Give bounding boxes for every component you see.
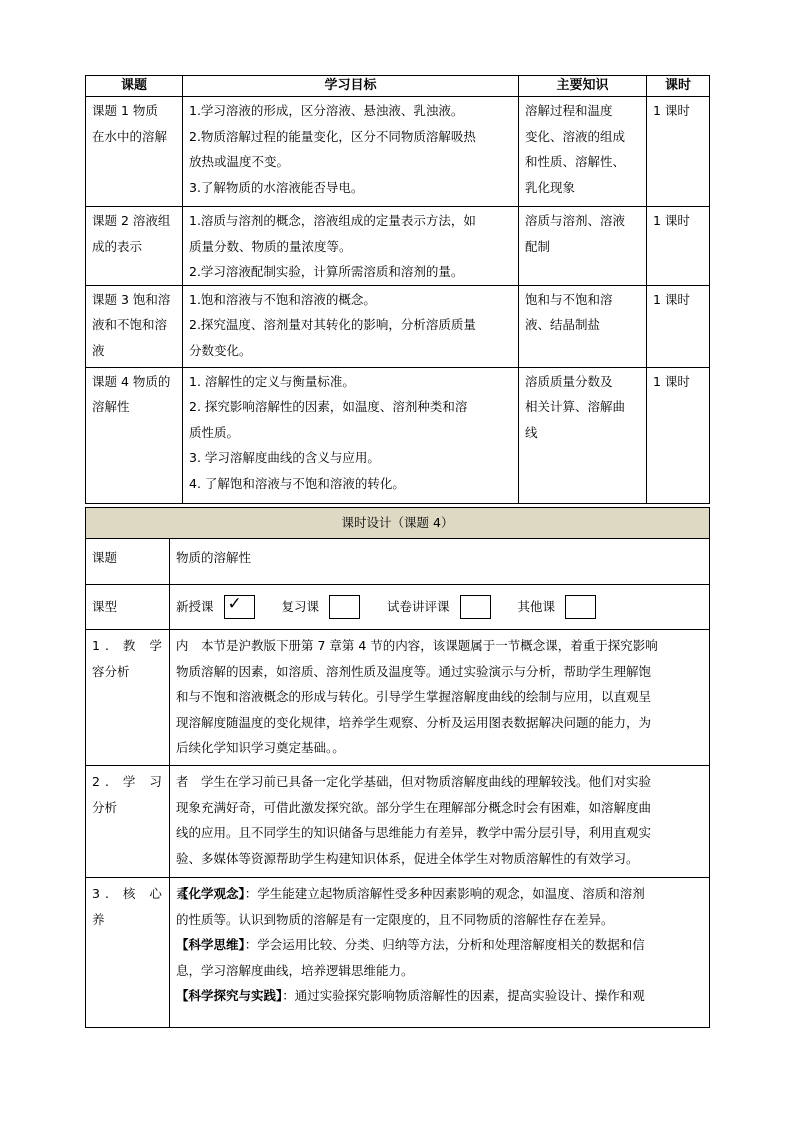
topic-label: 课题 xyxy=(86,539,170,585)
overview-row xyxy=(86,207,710,286)
checkbox-exam-review-lesson[interactable] xyxy=(460,595,491,619)
design-header-row xyxy=(86,508,710,539)
header-topic: 课题 xyxy=(86,76,183,97)
term-scientific-thinking: 【科学思维】 xyxy=(176,937,245,952)
type-option-review: 复习课 xyxy=(281,599,320,615)
check-icon: ✓ xyxy=(227,594,242,614)
overview-row xyxy=(86,367,710,503)
checkbox-other-lesson[interactable] xyxy=(565,595,596,619)
learner-analysis-label: 2. 学 习 者 分析 xyxy=(86,766,170,878)
row-topic: 课题 3 饱和溶 液和不饱和溶 液 xyxy=(86,285,183,367)
row-hours: 1 课时 xyxy=(647,207,710,286)
type-options xyxy=(170,585,710,630)
type-option-new: 新授课 xyxy=(176,599,214,615)
checkbox-review-lesson[interactable] xyxy=(329,595,360,619)
row-knowledge: 饱和与不饱和溶 液、结晶制盐 xyxy=(519,285,647,367)
row-hours: 1 课时 xyxy=(647,285,710,367)
type-option-exam-review: 试卷讲评课 xyxy=(387,599,450,615)
header-knowledge: 主要知识 xyxy=(519,76,647,97)
overview-row xyxy=(86,97,710,207)
overview-row xyxy=(86,285,710,367)
learner-analysis-row xyxy=(86,766,710,878)
design-header: 课时设计（课题 4） xyxy=(86,508,710,539)
content-analysis-row xyxy=(86,630,710,766)
header-goals: 学习目标 xyxy=(183,76,519,97)
row-knowledge: 溶解过程和温度 变化、溶液的组成 和性质、溶解性、 乳化现象 xyxy=(519,97,647,207)
header-hours: 课时 xyxy=(647,76,710,97)
core-literacy-text: 【化学观念】：学生能建立起物质溶解性受多种因素影响的观念，如温度、溶质和溶剂 的性质等。认识到物质的溶解是有一定限度的，且不同物质的溶解性存在差异。 【科学思维】：学会运用比较、分类、归纳等方法，分析和处理溶解度相关的数据和信 息，学习溶解度曲线，培养逻辑思维能力。 【科学探究与实践】：通过实验探究影响物质溶解性的因素，提高实验设计、操作和观 xyxy=(170,878,710,1028)
row-goals: 1. 溶解性的定义与衡量标准。 2. 探究影响溶解性的因素，如温度、溶剂种类和溶 质性质。 3. 学习溶解度曲线的含义与应用。 4. 了解饱和溶液与不饱和溶液的转化。 xyxy=(183,367,519,503)
topic-value: 物质的溶解性 xyxy=(170,539,710,585)
row-topic: 课题 1 物质 在水中的溶解 xyxy=(86,97,183,207)
overview-table xyxy=(85,75,710,504)
row-goals: 1.溶质与溶剂的概念，溶液组成的定量表示方法，如 质量分数、物质的量浓度等。 2.学习溶液配制实验，计算所需溶质和溶剂的量。 xyxy=(183,207,519,286)
checkbox-new-lesson[interactable] xyxy=(224,595,255,619)
row-topic: 课题 4 物质的 溶解性 xyxy=(86,367,183,503)
term-chemistry-concept: 【化学观念】 xyxy=(176,886,245,901)
row-topic: 课题 2 溶液组 成的表示 xyxy=(86,207,183,286)
content-analysis-text: 本节是沪教版下册第 7 章第 4 节的内容，该课题属于一节概念课，着重于探究影响 物质溶解的因素，如溶质、溶剂性质及温度等。通过实验演示与分析，帮助学生理解饱 和与不饱和溶液概念的形成与转化。引导学生掌握溶解度曲线的绘制与应用，以直观呈 现溶解度随温度的变化规律，培养学生观察、分析及运用图表数据解决问题的能力，为 后续化学知识学习奠定基础。。 xyxy=(170,630,710,766)
core-literacy-label: 3. 核 心 素 养 xyxy=(86,878,170,1028)
type-option-other: 其他课 xyxy=(517,599,556,615)
row-goals: 1.饱和溶液与不饱和溶液的概念。 2.探究温度、溶剂量对其转化的影响，分析溶质质量 分数变化。 xyxy=(183,285,519,367)
term-inquiry-practice: 【科学探究与实践】 xyxy=(176,988,283,1003)
row-goals: 1.学习溶液的形成，区分溶液、悬浊液、乳浊液。 2.物质溶解过程的能量变化，区分不同物质溶解吸热 放热或温度不变。 3.了解物质的水溶液能否导电。 xyxy=(183,97,519,207)
row-hours: 1 课时 xyxy=(647,97,710,207)
design-type-row xyxy=(86,585,710,630)
design-topic-row xyxy=(86,539,710,585)
lesson-design-table xyxy=(85,507,710,1028)
row-hours: 1 课时 xyxy=(647,367,710,503)
core-literacy-row xyxy=(86,878,710,1028)
row-knowledge: 溶质与溶剂、溶液 配制 xyxy=(519,207,647,286)
overview-header-row xyxy=(86,76,710,97)
learner-analysis-text: 学生在学习前已具备一定化学基础，但对物质溶解度曲线的理解较浅。他们对实验 现象充满好奇，可借此激发探究欲。部分学生在理解部分概念时会有困难，如溶解度曲 线的应用。且不同学生的知识储备与思维能力有差异，教学中需分层引导，利用直观实 验、多媒体等资源帮助学生构建知识体系，促进全体学生对物质溶解性的有效学习。 xyxy=(170,766,710,878)
content-analysis-label: 1. 教 学 内 容分析 xyxy=(86,630,170,766)
row-knowledge: 溶质质量分数及 相关计算、溶解曲 线 xyxy=(519,367,647,503)
type-label: 课型 xyxy=(86,585,170,630)
